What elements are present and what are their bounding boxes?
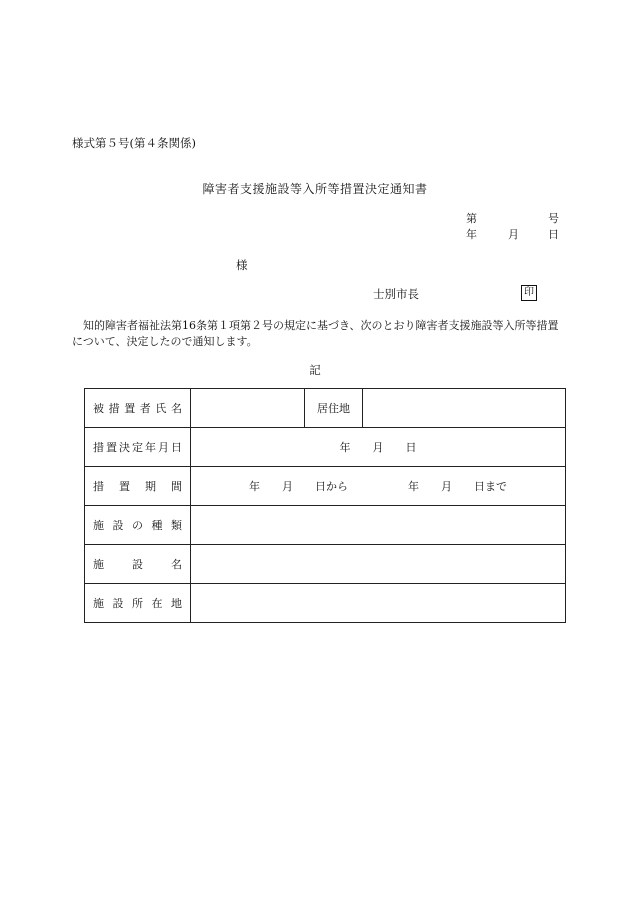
label-char: 所 (132, 597, 143, 610)
label-char: の (132, 519, 143, 532)
period-field[interactable] (191, 467, 566, 506)
period-start-year: 年 (249, 480, 260, 493)
label-char: 被 (93, 402, 104, 415)
date-month: 月 (508, 228, 519, 241)
seal-mark: 印 (521, 285, 537, 301)
table-row-period (85, 467, 566, 506)
document-title: 障害者支援施設等入所等措置決定通知書 (202, 182, 428, 196)
label-char: 地 (171, 597, 182, 610)
label-cell (85, 389, 191, 428)
label-char: 設 (112, 597, 124, 610)
label-char: 置 (106, 441, 117, 454)
label-facility-address (93, 595, 182, 611)
date-year: 年 (466, 228, 477, 241)
label-facility-name (93, 556, 182, 572)
residence-field[interactable] (363, 389, 566, 428)
table-row-facility-type (85, 506, 566, 545)
facility-name-field[interactable] (191, 545, 566, 584)
label-cell (85, 428, 191, 467)
decision-year: 年 (339, 441, 351, 454)
period-end-month: 月 (441, 480, 452, 493)
label-char: 類 (171, 519, 182, 532)
label-char: 定 (132, 441, 143, 454)
body-text: 知的障害者福祉法第16条第１項第２号の規定に基づき、次のとおり障害者支援施設等入所等措置について、決定したので通知します。 (72, 319, 559, 348)
label-cell (85, 506, 191, 545)
label-char: 措 (93, 441, 104, 454)
label-cell (85, 545, 191, 584)
label-char: 置 (119, 480, 130, 493)
label-char: 決 (119, 441, 130, 454)
label-cell (85, 584, 191, 623)
label-char: 置 (124, 402, 136, 415)
reference-dai: 第 (466, 212, 477, 225)
label-char: 期 (145, 480, 156, 493)
label-char: 間 (171, 480, 182, 493)
label-char: 名 (171, 558, 182, 571)
facility-address-field[interactable] (191, 584, 566, 623)
residence-label: 居住地 (305, 389, 363, 428)
table-row-facility-name (85, 545, 566, 584)
table-row-decision-date (85, 428, 566, 467)
label-char: 設 (132, 558, 143, 571)
facility-type-field[interactable] (191, 506, 566, 545)
label-decision-date (93, 439, 182, 455)
label-char: 者 (139, 402, 151, 415)
period-end-day: 日まで (474, 480, 507, 493)
recipient-suffix: 様 (236, 258, 248, 272)
label-person-name (93, 400, 182, 416)
label-cell (85, 467, 191, 506)
table-row-person (85, 389, 566, 428)
form-number: 様式第５号(第４条関係) (72, 136, 196, 150)
label-char: 氏 (155, 402, 167, 415)
label-char: 施 (93, 597, 104, 610)
label-char: 措 (108, 402, 120, 415)
label-char: 種 (151, 519, 163, 532)
table-row-facility-address (85, 584, 566, 623)
date-day: 日 (548, 228, 559, 241)
person-name-field[interactable] (191, 389, 305, 428)
label-period (93, 478, 182, 494)
issuer-name: 士別市長 (373, 287, 419, 301)
label-char: 名 (170, 402, 182, 415)
ki-label: 記 (309, 363, 321, 377)
label-char: 月 (158, 441, 169, 454)
decision-day: 日 (405, 441, 417, 454)
label-char: 施 (93, 519, 104, 532)
decision-month: 月 (372, 441, 384, 454)
period-start-month: 月 (282, 480, 293, 493)
label-char: 施 (93, 558, 104, 571)
decision-date-field[interactable] (191, 428, 566, 467)
reference-go: 号 (548, 212, 559, 225)
label-char: 在 (151, 597, 163, 610)
label-char: 措 (93, 480, 104, 493)
period-start-day: 日から (315, 480, 348, 493)
period-end-year: 年 (408, 480, 419, 493)
label-facility-type (93, 517, 182, 533)
label-char: 設 (112, 519, 124, 532)
label-char: 日 (171, 441, 182, 454)
info-table (84, 388, 566, 623)
label-char: 年 (145, 441, 156, 454)
